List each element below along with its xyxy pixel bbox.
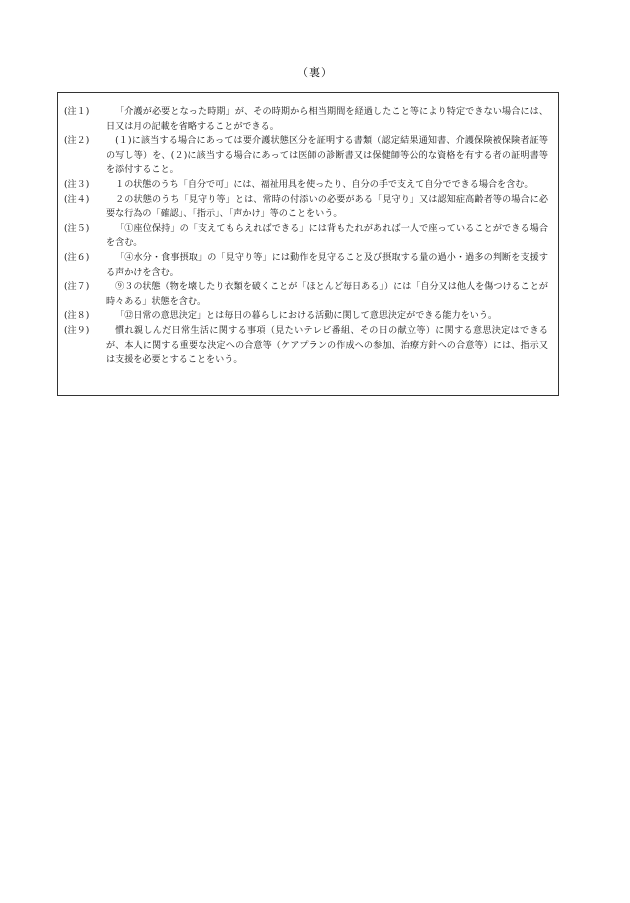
note-text: (１)に該当する場合にあっては要介護状態区分を証明する書類（認定結果通知書、介護保険被保険者証等の写し等）を、(２)に該当する場合にあっては医師の診断書又は保健師等公的な資格を有する者の証明書等を添付すること。	[106, 136, 548, 176]
note-7	[64, 280, 548, 309]
note-text: １の状態のうち「自分で可」には、福祉用具を使ったり、自分の手で支えて自分でできる場合を含む。	[115, 179, 534, 190]
note-label: (注７)	[64, 282, 90, 293]
note-label: (注１)	[64, 107, 90, 117]
note-text: 「①座位保持」の「支えてもらえればできる」には背もたれがあれば一人で座っていることができる場合を含む。	[106, 223, 548, 249]
note-text: ⑨３の状態（物を壊したり衣類を破くことが「ほとんど毎日ある」）には「自分又は他人を傷つけることが時々ある」状態を含む。	[106, 282, 548, 307]
page-title: （裏）	[297, 66, 333, 79]
note-9	[64, 324, 548, 368]
note-label: (注５)	[64, 223, 90, 234]
note-text: 慣れ親しんだ日常生活に関する事項（見たいテレビ番組、その日の献立等）に関する意思決定はできるが、本人に関する重要な決定への合意等（ケアプランの作成への参加、治療方針への合意等）には、指示又は支援を必要とすることをいう。	[106, 325, 548, 366]
note-5	[64, 222, 548, 251]
note-text: 「⑫日常の意思決定」とは毎日の暮らしにおける活動に関して意思決定ができる能力をいう。	[115, 311, 498, 322]
note-label: (注４)	[64, 194, 90, 205]
note-1	[64, 105, 548, 134]
note-8	[64, 309, 548, 324]
note-4	[64, 193, 548, 222]
note-3	[64, 178, 548, 193]
note-2	[64, 134, 548, 178]
note-label: (注９)	[64, 325, 90, 336]
note-text: 「介護が必要となった時期」が、その時期から相当期間を経過したこと等により特定できない場合には、日又は月の記載を省略することができる。	[106, 107, 548, 132]
note-label: (注６)	[64, 252, 90, 263]
note-label: (注２)	[64, 136, 90, 147]
note-text: ２の状態のうち「見守り等」とは、常時の付添いの必要がある「見守り」又は認知症高齢者等の場合に必要な行為の「確認」、「指示」、「声かけ」等のことをいう。	[106, 194, 548, 220]
note-6	[64, 251, 548, 280]
notes-box	[57, 92, 559, 396]
note-text: 「④水分・食事摂取」の「見守り等」には動作を見守ること及び摂取する量の過小・過多の判断を支援する声かけを含む。	[106, 252, 548, 278]
note-label: (注８)	[64, 311, 90, 322]
note-label: (注３)	[64, 179, 90, 190]
